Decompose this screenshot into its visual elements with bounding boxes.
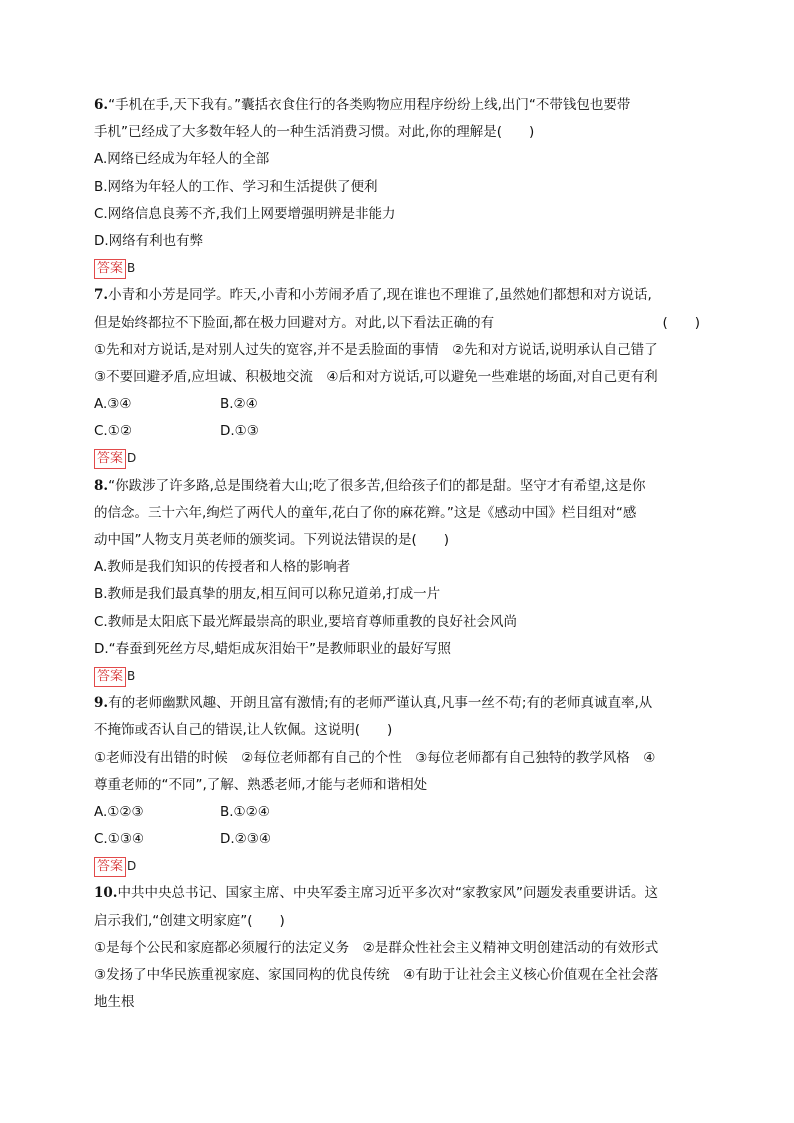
question-number: 7. [94, 287, 109, 304]
answer-badge: 答案 [94, 259, 126, 279]
answer-badge: 答案 [94, 667, 126, 687]
statement-line: 地生根 [94, 994, 135, 1011]
question-stem-line: 但是始终都拉不下脸面,都在极力回避对方。对此,以下看法正确的有 [94, 314, 495, 331]
answer-value: D [127, 859, 137, 874]
option-d: D.“春蚕到死丝方尽,蜡炬成灰泪始干”是教师职业的最好写照 [94, 640, 451, 657]
option-a: A.教师是我们知识的传授者和人格的影响者 [94, 559, 351, 576]
statement-line: ③发扬了中华民族重视家庭、家国同构的优良传统 ④有助于让社会主义核心价值观在全社会落 [94, 967, 659, 983]
answer-row [94, 255, 700, 282]
option-d: D.①③ [220, 423, 259, 440]
question-stem-line: “你跋涉了许多路,总是围绕着大山;吃了很多苦,但给孩子们的都是甜。坚守才有希望,这是你 [108, 477, 646, 494]
option-c: C.教师是太阳底下最光辉最崇高的职业,要培育尊师重教的良好社会风尚 [94, 613, 518, 630]
option-a: A.①②③ [94, 803, 144, 820]
option-b: B.教师是我们最真挚的朋友,相互间可以称兄道弟,打成一片 [94, 586, 441, 603]
option-a: A.网络已经成为年轻人的全部 [94, 151, 270, 168]
question-10 [94, 880, 700, 1016]
question-stem-line: 不掩饰或否认自己的错误,让人钦佩。这说明( ) [94, 722, 393, 739]
option-c: C.①② [94, 423, 132, 440]
answer-parenthesis: ( ) [662, 314, 700, 331]
option-b: B.②④ [220, 396, 258, 413]
choice-row [94, 799, 700, 826]
question-9 [94, 690, 700, 880]
question-number: 9. [94, 695, 109, 712]
question-number: 8. [94, 477, 109, 494]
question-7 [94, 282, 700, 472]
option-d: D.②③④ [220, 831, 271, 848]
option-c: C.①③④ [94, 831, 145, 848]
answer-value: B [127, 668, 136, 683]
option-a: A.③④ [94, 396, 132, 413]
statement-line: ③不要回避矛盾,应坦诚、积极地交流 ④后和对方说话,可以避免一些难堪的场面,对自己更有利 [94, 368, 658, 385]
answer-row [94, 663, 700, 690]
question-stem-line: 中共中央总书记、国家主席、中央军委主席习近平多次对“家教家风”问题发表重要讲话。这 [117, 885, 658, 902]
option-b: B.①②④ [220, 803, 270, 820]
statement-line: ①老师没有出错的时候 ②每位老师都有自己的个性 ③每位老师都有自己独特的教学风格 ④ [94, 749, 656, 766]
statement-line: ①是每个公民和家庭都必须履行的法定义务 ②是群众性社会主义精神文明创建活动的有效形式 [94, 939, 659, 956]
choice-row [94, 418, 700, 445]
question-number: 6. [94, 97, 109, 113]
question-stem-line: “手机在手,天下我有。”囊括衣食住行的各类购物应用程序纷纷上线,出门“不带钱包也要带 [108, 97, 631, 113]
option-d: D.网络有利也有弊 [94, 232, 204, 249]
answer-value: B [127, 261, 136, 276]
question-stem-line: 手机”已经成了大多数年轻人的一种生活消费习惯。对此,你的理解是( ) [94, 124, 535, 141]
option-b: B.网络为年轻人的工作、学习和生活提供了便利 [94, 178, 378, 195]
question-8 [94, 473, 700, 691]
question-stem-line: 的信念。三十六年,绚烂了两代人的童年,花白了你的麻花辫。”这是《感动中国》栏目组对“感 [94, 504, 637, 521]
question-stem-line: 启示我们,“创建文明家庭”( ) [94, 912, 285, 929]
statement-line: 尊重老师的“不同”,了解、熟悉老师,才能与老师和谐相处 [94, 776, 428, 793]
answer-row [94, 853, 700, 880]
question-6 [94, 92, 700, 282]
answer-badge: 答案 [94, 449, 126, 469]
answer-value: D [127, 451, 137, 466]
choice-row [94, 391, 700, 418]
answer-row [94, 445, 700, 472]
question-list [94, 92, 700, 1016]
question-stem-line: 动中国”人物支月英老师的颁奖词。下列说法错误的是( ) [94, 532, 450, 548]
question-number: 10. [94, 885, 118, 902]
choice-row [94, 826, 700, 853]
question-stem-line: 有的老师幽默风趣、开朗且富有激情;有的老师严谨认真,凡事一丝不苟;有的老师真诚直率,从 [108, 695, 653, 712]
answer-badge: 答案 [94, 857, 126, 877]
question-stem-line: 小青和小芳是同学。昨天,小青和小芳闹矛盾了,现在谁也不理谁了,虽然她们都想和对方说话, [108, 287, 652, 304]
statement-line: ①先和对方说话,是对别人过失的宽容,并不是丢脸面的事情 ②先和对方说话,说明承认自己错了 [94, 341, 658, 358]
option-c: C.网络信息良莠不齐,我们上网要增强明辨是非能力 [94, 205, 396, 222]
